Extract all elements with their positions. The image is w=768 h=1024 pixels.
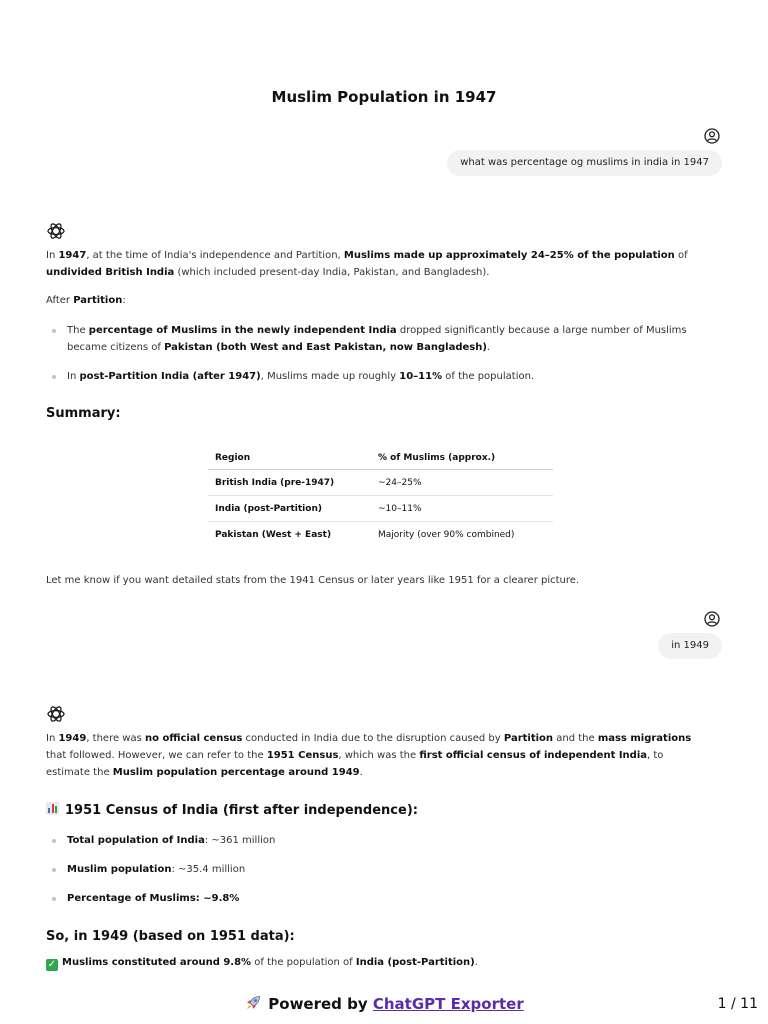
openai-logo-icon bbox=[46, 221, 66, 241]
section-heading: 1951 Census of India (first after independence): bbox=[46, 802, 418, 818]
answer-paragraph: Let me know if you want detailed stats from the 1941 Census or later years like 1951 for a clearer picture. bbox=[46, 575, 580, 586]
answer-paragraph: ✓ Muslims constituted around 9.8% of the population of India (post-Partition). bbox=[47, 957, 478, 970]
list-item: In post-Partition India (after 1947), Muslims made up roughly 10–11% of the population. bbox=[67, 368, 717, 385]
page-title: Muslim Population in 1947 bbox=[271, 88, 497, 106]
user-avatar-icon bbox=[704, 611, 720, 627]
list-item: Muslim population: ~35.4 million bbox=[67, 861, 717, 878]
user-avatar-icon bbox=[704, 128, 720, 144]
check-mark-icon: ✓ bbox=[47, 959, 57, 970]
table-cell: Pakistan (West + East) bbox=[215, 529, 332, 540]
table-row bbox=[208, 470, 553, 496]
chatgpt-exporter-link[interactable]: ChatGPT Exporter bbox=[372, 995, 524, 1013]
footer: Powered by ChatGPT Exporter bbox=[0, 994, 768, 1013]
list-item: The percentage of Muslims in the newly independent India dropped significantly because a large number of Muslims became citizens of Pakistan (both West and East Pakistan, now Bangladesh). bbox=[67, 322, 717, 356]
user-message-bubble: in 1949 bbox=[658, 633, 722, 659]
section-heading: So, in 1949 (based on 1951 data): bbox=[46, 929, 295, 944]
table-cell: Majority (over 90% combined) bbox=[378, 529, 515, 540]
answer-paragraph: After Partition: bbox=[46, 295, 126, 306]
table-row bbox=[208, 522, 553, 548]
table-row bbox=[208, 496, 553, 522]
user-message-bubble: what was percentage og muslims in india in 1947 bbox=[447, 150, 722, 176]
bar-chart-icon bbox=[46, 802, 59, 815]
summary-table bbox=[208, 447, 553, 547]
table-header: % of Muslims (approx.) bbox=[371, 447, 553, 470]
table-cell: ~24–25% bbox=[371, 470, 553, 496]
table-header-row bbox=[208, 447, 553, 470]
table-cell: British India (pre-1947) bbox=[208, 470, 371, 496]
table-header: Region bbox=[208, 447, 371, 470]
page-number: 1 / 11 bbox=[717, 996, 758, 1012]
rocket-icon bbox=[244, 994, 262, 1012]
openai-logo-icon bbox=[46, 704, 66, 724]
table-cell: India (post-Partition) bbox=[208, 496, 371, 522]
answer-paragraph: In 1949, there was no official census conducted in India due to the disruption caused by Partition and the mass migrations that followed. However, we can refer to the 1951 Census, which was the first official census of independent India, to estimate the Muslim population percentage around 1949. bbox=[46, 733, 692, 778]
list-item: Percentage of Muslims: ~9.8% bbox=[67, 890, 717, 907]
answer-paragraph: In 1947, at the time of India's independence and Partition, Muslims made up approximately 24–25% of the population of undivided British India (which included present-day India, Pakistan, and Bangladesh). bbox=[46, 250, 688, 278]
table-cell: ~10–11% bbox=[371, 496, 553, 522]
section-heading: Summary: bbox=[46, 406, 121, 421]
list-item: Total population of India: ~361 million bbox=[67, 832, 717, 849]
